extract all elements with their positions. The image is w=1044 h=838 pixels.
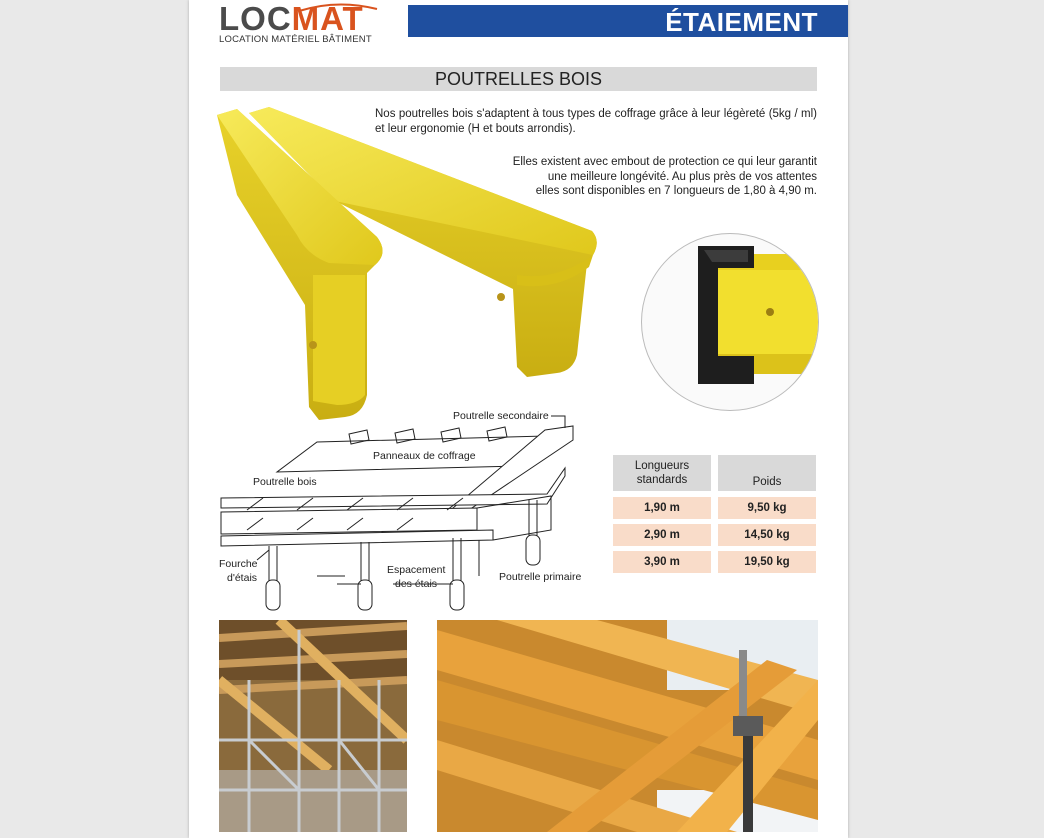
intro-paragraph-2-line-3: elles sont disponibles en 7 longueurs de 1,80 à 4,90 m. (535, 185, 817, 197)
formwork-diagram (217, 400, 597, 615)
section-title: POUTRELLES BOIS (434, 69, 603, 89)
logo-tagline: LOCATION MATÉRIEL BÂTIMENT (219, 34, 372, 45)
scaffolding-photo (219, 620, 407, 832)
protective-end-cap-image (642, 234, 818, 410)
table-header-length-line-2: standards (636, 474, 688, 486)
intro-paragraph-1: Nos poutrelles bois s'adaptent à tous types de coffrage grâce à leur légèreté (5kg / ml) et leur ergonomie (H et bouts arrondis). (375, 108, 817, 135)
intro-paragraph-2-line-2: une meilleure longévité. Au plus près de vos attentes (547, 170, 817, 183)
table-header-weight-label: Poids (752, 476, 782, 488)
intro-paragraph-2 (441, 155, 817, 199)
table-cell-length: 3,90 m (613, 551, 711, 573)
table-header-weight (718, 455, 816, 491)
brochure-page (189, 0, 848, 838)
end-cap-detail-photo (641, 233, 819, 411)
locmat-logo (219, 2, 389, 46)
table-cell-length: 1,90 m (613, 497, 711, 519)
table-cell-length: 2,90 m (613, 524, 711, 546)
table-cell-weight: 14,50 kg (718, 524, 816, 546)
category-banner (408, 5, 848, 37)
label-secondary-beam: Poutrelle secondaire (453, 410, 549, 422)
table-cell-weight: 19,50 kg (718, 551, 816, 573)
intro-paragraph-2-line-1: Elles existent avec embout de protection ce qui leur garantit (512, 156, 817, 168)
logo-mat-text: MAT (291, 0, 364, 37)
label-formwork-panels: Panneaux de coffrage (373, 450, 476, 462)
wood-beams-illustration (217, 105, 602, 425)
label-primary-beam: Poutrelle primaire (499, 571, 582, 583)
table-header-length (613, 455, 711, 491)
label-wood-beam: Poutrelle bois (253, 476, 317, 488)
label-spacing-line-2: des étais (395, 578, 438, 590)
logo-wordmark (219, 2, 364, 36)
formwork-beams-photo (437, 620, 818, 832)
label-fork-line-2: d'étais (227, 572, 258, 584)
label-spacing-line-1: Espacement (387, 564, 446, 576)
table-cell-weight: 9,50 kg (718, 497, 816, 519)
label-fork-line-1: Fourche (219, 558, 258, 570)
category-title: ÉTAIEMENT (665, 7, 818, 37)
logo-loc-text: LOC (219, 0, 292, 37)
table-header-length-line-1: Longueurs (634, 460, 690, 472)
section-header (220, 67, 817, 91)
